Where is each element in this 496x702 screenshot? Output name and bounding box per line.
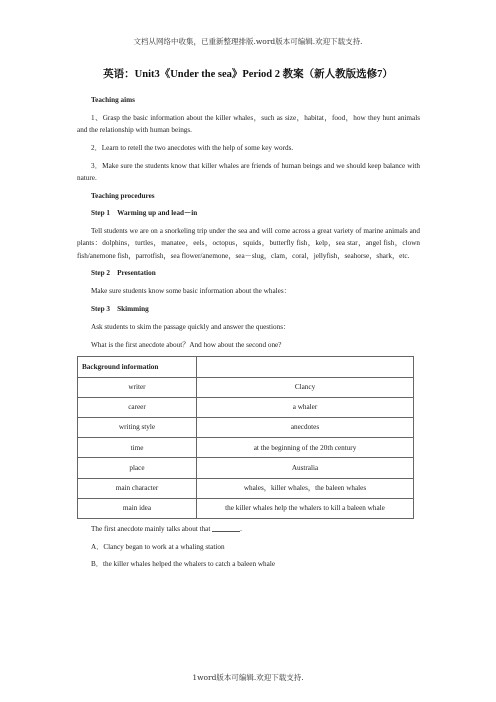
table-header-empty-cell xyxy=(197,357,414,377)
table-row xyxy=(78,478,414,498)
step3-text: Ask students to skim the passage quickly and answer the questions： xyxy=(91,322,291,331)
table-row xyxy=(78,498,414,518)
procedures-heading: Teaching procedures xyxy=(91,191,155,200)
document-body xyxy=(77,94,420,576)
table-value-cell: at the beginning of the 20th century xyxy=(197,438,414,458)
step2-text: Make sure students know some basic information about the whales： xyxy=(91,287,291,296)
table-label-cell: main idea xyxy=(78,498,197,518)
table-row xyxy=(78,458,414,478)
teaching-aims-heading: Teaching aims xyxy=(91,96,135,104)
table-value-cell: whales，killer whales，the baleen whales xyxy=(197,478,414,498)
step1-heading: Step 1 Warming up and lead－in xyxy=(91,209,198,218)
table-value-cell: anecdotes xyxy=(197,417,414,437)
table-row xyxy=(78,377,414,397)
exercise-stem-text: The first anecdote mainly talks about that xyxy=(91,524,211,533)
table-value-cell: Australia xyxy=(197,458,414,478)
table-row xyxy=(78,397,414,417)
document-header: 文档从网络中收集，已重新整理排版.word版本可编辑.欢迎下载支持. xyxy=(133,37,363,46)
table-label-cell: main character xyxy=(78,478,197,498)
exercise-stem-end: . xyxy=(240,524,242,533)
exercise-option-a: A．Clancy began to work at a whaling station xyxy=(91,542,225,551)
step1-text: Tell students we are on a snorkeling trip under the sea and will come across a great variety of marine animals and plants：dolphins，turtles，manatee，eels，octopus，squids，butterfly fish，kelp，sea star，angel fish，clown fish/anemone fish，parrotfish，sea flower/anemone，sea－slug，clam，coral，jellyfish，seahorse，shark，etc. xyxy=(77,227,420,260)
table-label-cell: time xyxy=(78,438,197,458)
aim-item-3: 3．Make sure the students know that killer whales are friends of human beings and we should keep balance with nature. xyxy=(77,161,420,182)
table-label-cell: writing style xyxy=(78,417,197,437)
step3-question: What is the first anecdote about？And how about the second one? xyxy=(91,340,282,349)
step2-heading: Step 2 Presentation xyxy=(91,269,156,278)
table-label-cell: career xyxy=(78,397,197,417)
aim-item-2: 2．Learn to retell the two anecdotes with the help of some key words. xyxy=(91,143,294,152)
table-label-cell: place xyxy=(78,458,197,478)
table-row xyxy=(78,438,414,458)
table-value-cell: a whaler xyxy=(197,397,414,417)
table-header-row xyxy=(78,357,414,377)
exercise-option-b: B．the killer whales helped the whalers to catch a baleen whale xyxy=(91,560,276,569)
answer-blank xyxy=(212,524,240,532)
table-row xyxy=(78,417,414,437)
background-info-table xyxy=(77,356,414,519)
document-title: 英语：Unit3《Under the sea》Period 2 教案（新人教版选修7） xyxy=(103,69,393,80)
exercise-stem xyxy=(77,523,420,535)
table-label-cell: writer xyxy=(78,377,197,397)
aim-item-1: 1、Grasp the basic information about the killer whales，such as size，habitat，food，how they hunt animals and the relationship with human beings. xyxy=(77,113,420,134)
step3-heading: Step 3 Skimming xyxy=(91,304,149,313)
document-footer: 1word版本可编辑.欢迎下载支持. xyxy=(192,673,304,682)
table-value-cell: the killer whales help the whalers to kill a baleen whale xyxy=(197,498,414,518)
table-value-cell: Clancy xyxy=(197,377,414,397)
table-header-cell: Background information xyxy=(78,357,197,377)
